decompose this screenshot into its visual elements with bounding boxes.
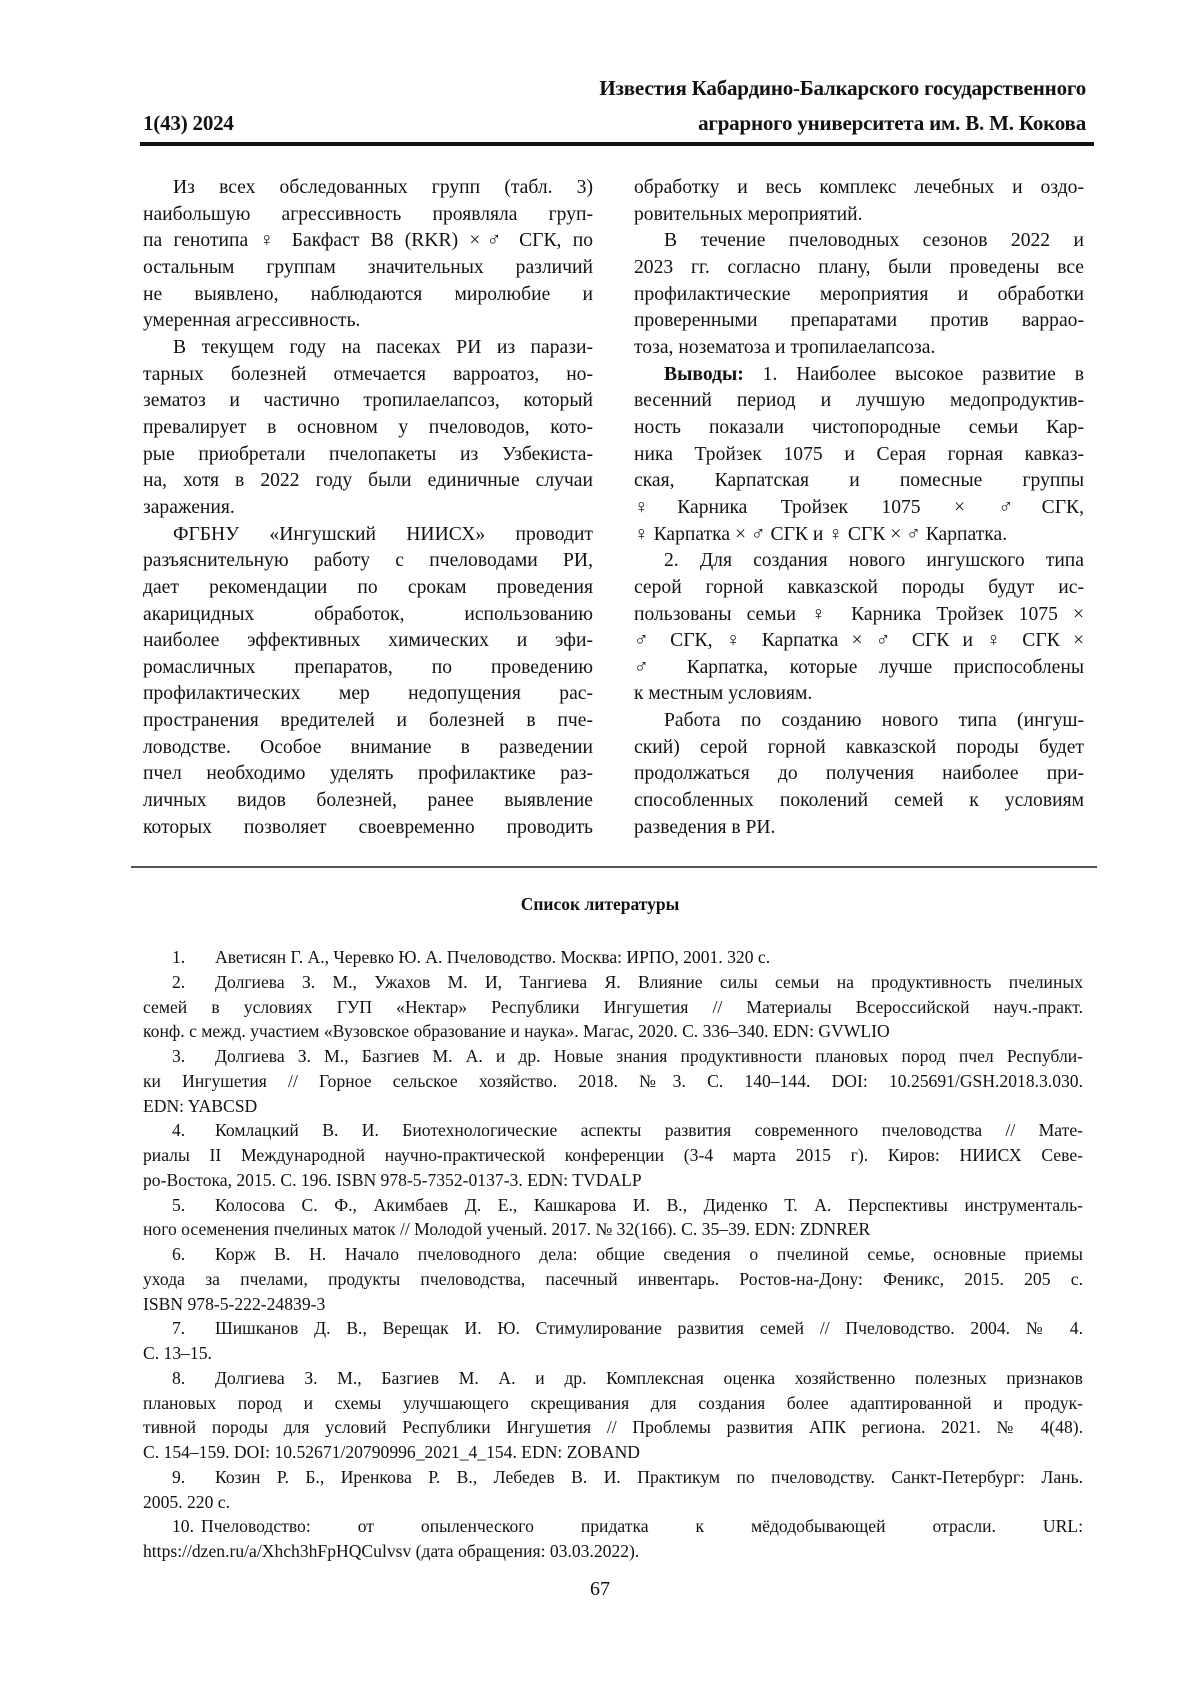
reference-number: 10. [172, 1514, 201, 1539]
reference-text: Комлацкий В. И. Биотехнологические аспекты развития современного пчеловодства // Мате- [215, 1118, 1083, 1143]
text-line: ность показали чистопородные семьи Кар- [634, 415, 1084, 442]
reference-item [143, 970, 1083, 1044]
reference-line: ISBN 978-5-222-24839-3 [143, 1292, 1083, 1317]
text-line: ФГБНУ «Ингушский НИИСХ» проводит [143, 522, 593, 549]
text-line: профилактических мер недопущения рас- [143, 681, 593, 708]
reference-text: Козин Р. Б., Иренкова Р. В., Лебедев В. И. Практикум по пчеловодству. Санкт-Петербург: Лань. [215, 1465, 1083, 1490]
section-divider [131, 866, 1097, 868]
reference-item [143, 1514, 1083, 1564]
reference-line: 2005. 220 с. [143, 1490, 1083, 1515]
text-line: проверенными препаратами против варрао- [634, 308, 1084, 335]
text-line: наиболее эффективных химических и эфи- [143, 628, 593, 655]
reference-text: Колосова С. Ф., Акимбаев Д. Е., Кашкарова И. В., Диденко Т. А. Перспективы инструменталь- [215, 1193, 1083, 1218]
reference-line [143, 1465, 1083, 1490]
text-line: ника Тройзек 1075 и Серая горная кавказ- [634, 442, 1084, 469]
text-line: способленных поколений семей к условиям [634, 788, 1084, 815]
text-line: превалирует в основном у пчеловодов, кото- [143, 415, 593, 442]
text-line: ская, Карпатская и помесные группы [634, 468, 1084, 495]
text-line [634, 362, 1084, 389]
text-line: личных видов болезней, ранее выявление [143, 788, 593, 815]
reference-line [143, 945, 1083, 970]
reference-line [143, 1044, 1083, 1069]
paragraph [143, 335, 593, 522]
text-line: тарных болезней отмечается варроатоз, но- [143, 362, 593, 389]
text-line: ♂ СГК, ♀ Карпатка × ♂ СГК и ♀ СГК × [634, 628, 1084, 655]
paragraph [143, 175, 593, 335]
journal-title-line-1: Известия Кабардино-Балкарского государственного [599, 78, 1086, 99]
paragraph [634, 175, 1084, 228]
page-number: 67 [0, 1578, 1200, 1601]
reference-line [143, 1316, 1083, 1341]
header-rule [140, 142, 1094, 146]
text-line: ромасличных препаратов, по проведению [143, 655, 593, 682]
reference-line [143, 1366, 1083, 1391]
text-line: пространения вредителей и болезней в пче- [143, 708, 593, 735]
text-line: па генотипа ♀ Бакфаст В8 (RKR) ×♂ СГК, по [143, 228, 593, 255]
reference-line: семей в условиях ГУП «Нектар» Республики Ингушетия // Материалы Всероссийской науч.-практ. [143, 995, 1083, 1020]
paragraph [634, 362, 1084, 549]
reference-number: 7. [172, 1316, 215, 1341]
text-line: В текущем году на пасеках РИ из парази- [143, 335, 593, 362]
text-line: ловодстве. Особое внимание в разведении [143, 735, 593, 762]
text-line: Из всех обследованных групп (табл. 3) [143, 175, 593, 202]
text-line: разъяснительную работу с пчеловодами РИ, [143, 548, 593, 575]
reference-line: плановых пород и схемы улучшающего скрещивания для создания более адаптированной и продук- [143, 1391, 1083, 1416]
reference-number: 4. [172, 1118, 215, 1143]
reference-line [143, 1193, 1083, 1218]
reference-text: Долгиева З. М., Базгиев М. А. и др. Комплексная оценка хозяйственно полезных признаков [215, 1366, 1083, 1391]
text-line: ровительных мероприятий. [634, 202, 1084, 229]
reference-text: Аветисян Г. А., Черевко Ю. А. Пчеловодство. Москва: ИРПО, 2001. 320 с. [215, 945, 1083, 970]
reference-item [143, 945, 1083, 970]
reference-line: ухода за пчелами, продукты пчеловодства, пасечный инвентарь. Ростов-на-Дону: Феникс, 2015. 205 с. [143, 1267, 1083, 1292]
text-line: продолжаться до получения наиболее при- [634, 761, 1084, 788]
text-line: ский) серой горной кавказской породы будет [634, 735, 1084, 762]
reference-line: EDN: YABCSD [143, 1094, 1083, 1119]
text-line: на, хотя в 2022 году были единичные случаи [143, 468, 593, 495]
left-text-column [143, 175, 593, 841]
text-line-content: 1. Наиболее высокое развитие в [744, 364, 1084, 385]
conclusions-label: Выводы: [664, 364, 744, 385]
reference-line: ного осеменения пчелиных маток // Молодой ученый. 2017. № 32(166). С. 35–39. EDN: ZDNRER [143, 1217, 1083, 1242]
reference-line: тивной породы для условий Республики Ингушетия // Проблемы развития АПК региона. 2021. № 4(48). [143, 1415, 1083, 1440]
text-line: весенний период и лучшую медопродуктив- [634, 388, 1084, 415]
paragraph [143, 522, 593, 842]
reference-text: Шишканов Д. В., Верещак И. Ю. Стимулирование развития семей // Пчеловодство. 2004. № 4. [215, 1316, 1083, 1341]
text-line: 2. Для создания нового ингушского типа [634, 548, 1084, 575]
reference-number: 1. [172, 945, 215, 970]
reference-number: 6. [172, 1242, 215, 1267]
text-line: тоза, нозематоза и тропилаелапсоза. [634, 335, 1084, 362]
text-line: пользованы семьи ♀ Карника Тройзек 1075 × [634, 602, 1084, 629]
paragraph [634, 228, 1084, 361]
reference-item [143, 1044, 1083, 1118]
text-line: заражения. [143, 495, 593, 522]
reference-item [143, 1193, 1083, 1243]
reference-line: С. 154–159. DOI: 10.52671/20790996_2021_4_154. EDN: ZOBAND [143, 1440, 1083, 1465]
text-line: 2023 гг. согласно плану, были проведены все [634, 255, 1084, 282]
text-line: ♀Карника Тройзек 1075 × ♂СГК, [634, 495, 1084, 522]
text-line: рые приобретали пчелопакеты из Узбекиста- [143, 442, 593, 469]
text-line: умеренная агрессивность. [143, 308, 593, 335]
text-line: не выявлено, наблюдаются миролюбие и [143, 282, 593, 309]
reference-text: Корж В. Н. Начало пчеловодного дела: общие сведения о пчелиной семье, основные приемы [215, 1242, 1083, 1267]
text-line: Работа по созданию нового типа (ингуш- [634, 708, 1084, 735]
text-line: наибольшую агрессивность проявляла груп- [143, 202, 593, 229]
text-line: дает рекомендации по срокам проведения [143, 575, 593, 602]
reference-line [143, 1118, 1083, 1143]
reference-number: 5. [172, 1193, 215, 1218]
text-line: профилактические мероприятия и обработки [634, 282, 1084, 309]
text-line: В течение пчеловодных сезонов 2022 и [634, 228, 1084, 255]
text-line: обработку и весь комплекс лечебных и оздо- [634, 175, 1084, 202]
text-line: серой горной кавказской породы будут ис- [634, 575, 1084, 602]
text-line: ♂ Карпатка, которые лучше приспособлены [634, 655, 1084, 682]
text-line: которых позволяет своевременно проводить [143, 815, 593, 842]
paragraph [634, 708, 1084, 841]
reference-number: 9. [172, 1465, 215, 1490]
text-line: к местным условиям. [634, 681, 1084, 708]
reference-line: конф. с межд. участием «Вузовское образование и наука». Магас, 2020. С. 336–340. EDN: GVWLIO [143, 1019, 1083, 1044]
reference-item [143, 1242, 1083, 1316]
issue-number: 1(43) 2024 [143, 113, 234, 134]
references-list [143, 945, 1083, 1564]
reference-text: Долгиева З. М., Базгиев М. А. и др. Новые знания продуктивности плановых пород пчел Республи- [215, 1044, 1083, 1069]
reference-number: 8. [172, 1366, 215, 1391]
reference-text: Пчеловодство: от опыленческого придатка к мёдодобывающей отрасли. URL: [201, 1514, 1083, 1539]
reference-item [143, 1465, 1083, 1515]
text-line: акарицидных обработок, использованию [143, 602, 593, 629]
right-text-column [634, 175, 1084, 841]
reference-line [143, 970, 1083, 995]
reference-line: С. 13–15. [143, 1341, 1083, 1366]
reference-text: Долгиева З. М., Ужахов М. И, Тангиева Я. Влияние силы семьи на продуктивность пчелиных [215, 970, 1083, 995]
reference-number: 3. [172, 1044, 215, 1069]
text-line: ♀ Карпатка × ♂ СГК и ♀ СГК × ♂ Карпатка. [634, 522, 1084, 549]
paragraph [634, 548, 1084, 708]
text-line: пчел необходимо уделять профилактике раз- [143, 761, 593, 788]
journal-title-line-2: аграрного университета им. В. М. Кокова [698, 113, 1086, 134]
reference-item [143, 1366, 1083, 1465]
text-line: зематоз и частично тропилаелапсоз, который [143, 388, 593, 415]
reference-item [143, 1316, 1083, 1366]
text-line: разведения в РИ. [634, 815, 1084, 842]
reference-item [143, 1118, 1083, 1192]
reference-line: ки Ингушетия // Горное сельское хозяйство. 2018. №3. С. 140–144. DOI: 10.25691/GSH.2018.3.030. [143, 1069, 1083, 1094]
references-heading: Список литературы [0, 894, 1200, 915]
reference-line: https://dzen.ru/a/Xhch3hFpHQCulvsv (дата обращения: 03.03.2022). [143, 1539, 1083, 1564]
reference-line: ро-Востока, 2015. С. 196. ISBN 978-5-7352-0137-3. EDN: TVDALP [143, 1168, 1083, 1193]
reference-line [143, 1514, 1083, 1539]
reference-line: риалы II Международной научно-практической конференции (3-4 марта 2015 г). Киров: НИИСХ Севе- [143, 1143, 1083, 1168]
reference-number: 2. [172, 970, 215, 995]
reference-line [143, 1242, 1083, 1267]
text-line: остальным группам значительных различий [143, 255, 593, 282]
